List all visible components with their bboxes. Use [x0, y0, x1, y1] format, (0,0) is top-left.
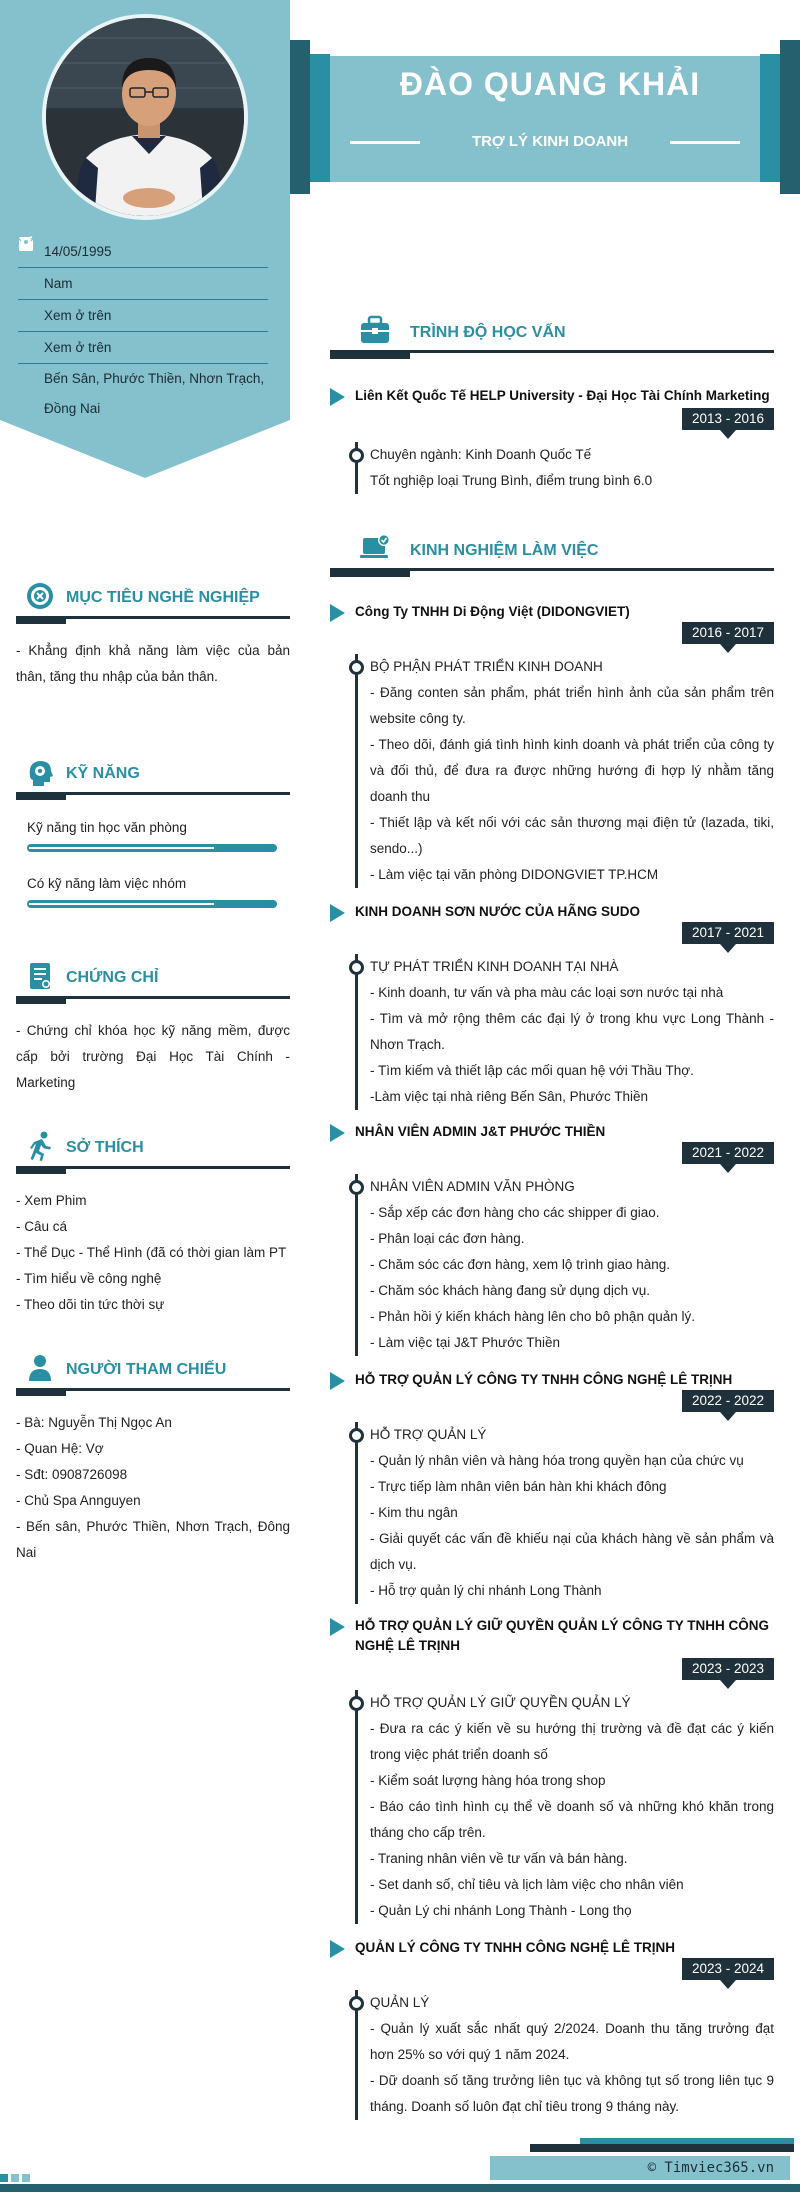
job-line: - Kiểm soát lượng hàng hóa trong shop [370, 1773, 606, 1788]
reference-item: - Bà: Nguyễn Thị Ngọc An [16, 1415, 172, 1430]
hobby-item: - Xem Phim [16, 1193, 87, 1208]
hobby-item: - Thể Dục - Thể Hình (đã có thời gian làm PT [16, 1245, 287, 1260]
job-line: - Kim thu ngân [370, 1505, 458, 1520]
gender-icon [18, 268, 44, 299]
laptop-check-icon [358, 532, 392, 564]
contact-email-text[interactable]: Xem ở trên [44, 340, 112, 355]
header-rule-accent [16, 792, 66, 800]
job-period: 2021 - 2022 [682, 1142, 774, 1164]
skill-level-bar [27, 844, 277, 852]
header-rule-accent [330, 568, 410, 577]
education-line: Chuyên ngành: Kinh Doanh Quốc Tế [370, 447, 592, 462]
job-company: HỖ TRỢ QUẢN LÝ CÔNG TY TNHH CÔNG NGHỆ LÊ TRỊNH [330, 1370, 774, 1390]
job-line: - Quản Lý chi nhánh Long Thành - Long thọ [370, 1903, 632, 1918]
timeline-dot [349, 1428, 364, 1443]
skills-title: KỸ NĂNG [66, 765, 140, 782]
experience-header [330, 532, 774, 576]
target-icon [24, 580, 56, 612]
hobbies-section [16, 1126, 290, 1318]
certificates-header [16, 956, 290, 1004]
location-pin-icon [18, 364, 44, 395]
candidate-name: ĐÀO QUANG KHẢI [399, 66, 701, 102]
job-line: - Set danh số, chỉ tiêu và lịch làm việc cho nhân viên [370, 1877, 684, 1892]
job-line: - Báo cáo tình hình cụ thể về doanh số và những khó khăn trong tháng cho cấp trên. [370, 1799, 774, 1840]
candidate-role: TRỢ LÝ KINH DOANH [471, 133, 629, 150]
timeline-dot [349, 960, 364, 975]
timeline-dot [349, 1180, 364, 1195]
triangle-bullet-icon [330, 1372, 345, 1390]
skill-level-fill [29, 903, 214, 905]
profile-photo [46, 18, 248, 220]
education-school: Liên Kết Quốc Tế HELP University - Đại Học Tài Chính Marketing [330, 386, 774, 406]
job-period: 2023 - 2023 [682, 1658, 774, 1680]
experience-title: KINH NGHIỆM LÀM VIỆC [410, 542, 599, 559]
references-title: NGƯỜI THAM CHIẾU [66, 1361, 227, 1378]
objective-title: MỤC TIÊU NGHỀ NGHIỆP [66, 589, 260, 606]
skill-item [16, 818, 290, 852]
hobby-item: - Tìm hiểu về công nghệ [16, 1271, 162, 1286]
job-line: - Sắp xếp các đơn hàng cho các shipper đi giao. [370, 1205, 660, 1220]
header-rule-accent [16, 996, 66, 1004]
education-details [355, 442, 774, 494]
runner-icon [24, 1130, 56, 1162]
job-line: - Traning nhân viên về tư vấn và bán hàng. [370, 1851, 628, 1866]
job-company: NHÂN VIÊN ADMIN J&T PHƯỚC THIỀN [330, 1122, 774, 1142]
header-rule-accent [16, 1388, 66, 1396]
references-section [16, 1348, 290, 1566]
job-line: HỖ TRỢ QUẢN LÝ [370, 1427, 487, 1442]
education-entry [330, 386, 774, 494]
contact-phone [18, 300, 268, 332]
job-entry [330, 1938, 774, 2128]
job-details [355, 1422, 774, 1604]
objective-section [16, 576, 290, 690]
job-line: - Quản lý nhân viên và hàng hóa trong quyền hạn của chức vụ [370, 1453, 744, 1468]
job-line: TỰ PHÁT TRIỂN KINH DOANH TẠI NHÀ [370, 959, 619, 974]
skill-level-fill [29, 847, 214, 849]
job-line: - Hỗ trợ quản lý chi nhánh Long Thành [370, 1583, 602, 1598]
job-period: 2023 - 2024 [682, 1958, 774, 1980]
job-line: - Đăng conten sản phẩm, phát triển hình ảnh của sản phẩm trên website công ty. [370, 685, 774, 726]
header-rule-accent [16, 1166, 66, 1174]
timeline-dot [349, 1696, 364, 1711]
contact-address-text: Bến Sân, Phước Thiền, Nhơn Trạch, Đồng Nai [44, 371, 265, 416]
contact-phone-text[interactable]: Xem ở trên [44, 308, 112, 323]
job-details [355, 1990, 774, 2120]
reference-item: - Chủ Spa Annguyen [16, 1493, 141, 1508]
contact-birthday-text: 14/05/1995 [44, 244, 112, 259]
reference-item: - Sđt: 0908726098 [16, 1467, 128, 1482]
job-entry [330, 1616, 774, 1916]
job-period: 2016 - 2017 [682, 622, 774, 644]
skill-name: Có kỹ năng làm việc nhóm [27, 876, 187, 891]
job-line: - Chăm sóc các đơn hàng, xem lộ trình giao hàng. [370, 1257, 671, 1272]
objective-text: - Khẳng định khả năng làm việc của bản thân, tăng thu nhập của bản thân. [16, 643, 290, 684]
education-title: TRÌNH ĐỘ HỌC VẤN [410, 324, 566, 341]
job-line: - Kinh doanh, tư vấn và pha màu các loại sơn nước tại nhà [370, 985, 724, 1000]
header-rule-accent [16, 616, 66, 624]
education-period: 2013 - 2016 [682, 408, 774, 430]
triangle-bullet-icon [330, 904, 345, 922]
job-line: - Quản lý xuất sắc nhất quý 2/2024. Doanh thu tăng trưởng đạt hơn 25% so với quý 1 năm 2024. [370, 2021, 774, 2062]
job-entry [330, 902, 774, 1112]
job-line: HỖ TRỢ QUẢN LÝ GIỮ QUYỀN QUẢN LÝ [370, 1695, 631, 1710]
job-line: - Thiết lập và kết nối với các sản thương mại điện tử (lazada, tiki, sendo...) [370, 815, 774, 856]
phone-icon [18, 300, 44, 331]
footer-brand[interactable]: © Timviec365.vn [490, 2156, 790, 2180]
education-header [330, 314, 774, 358]
reference-item: - Quan Hệ: Vợ [16, 1441, 104, 1456]
hobbies-header [16, 1126, 290, 1174]
skill-level-bar [27, 900, 277, 908]
certificates-text: - Chứng chỉ khóa học kỹ năng mềm, được cấp bởi trường Đại Học Tài Chính - Marketing [16, 1023, 290, 1090]
skill-name: Kỹ năng tin học văn phòng [27, 820, 187, 835]
job-line: - Tìm và mở rộng thêm các đại lý ở trong khu vực Long Thành - Nhơn Trạch. [370, 1011, 774, 1052]
job-line: - Dữ doanh số tăng trưởng liên tục và không tụt số trong liên tục 9 tháng. Doanh số luôn đạt chỉ tiêu trong 9 tháng này. [370, 2073, 774, 2114]
references-list [16, 1396, 290, 1566]
job-line: - Làm việc tại văn phòng DIDONGVIET TP.HCM [370, 867, 659, 882]
job-company: QUẢN LÝ CÔNG TY TNHH CÔNG NGHỆ LÊ TRỊNH [330, 1938, 774, 1958]
triangle-bullet-icon [330, 1940, 345, 1958]
contact-gender [18, 268, 268, 300]
contact-birthday [18, 236, 268, 268]
job-period: 2017 - 2021 [682, 922, 774, 944]
job-line: - Phản hồi ý kiến khách hàng lên cho bô phận quản lý. [370, 1309, 695, 1324]
certificates-section [16, 956, 290, 1096]
left-profile-banner [0, 0, 290, 480]
header-rule-accent [330, 350, 410, 359]
job-line: BỘ PHẬN PHÁT TRIỂN KINH DOANH [370, 659, 603, 674]
job-entry [330, 1370, 774, 1606]
contact-email [18, 332, 268, 364]
person-icon [24, 1352, 56, 1384]
skill-item [16, 874, 290, 908]
hobbies-list [16, 1174, 290, 1318]
avatar [42, 14, 248, 220]
job-details [355, 954, 774, 1110]
timeline-dot [349, 660, 364, 675]
skills-list [16, 800, 290, 908]
job-details [355, 1174, 774, 1356]
head-gear-icon [24, 756, 56, 788]
timeline-dot [349, 1996, 364, 2011]
job-details [355, 654, 774, 888]
hobbies-title: SỞ THÍCH [66, 1139, 144, 1156]
job-details [355, 1690, 774, 1924]
job-line: QUẢN LÝ [370, 1995, 430, 2010]
job-line: - Làm việc tại J&T Phước Thiền [370, 1335, 560, 1350]
job-line: NHÂN VIÊN ADMIN VĂN PHÒNG [370, 1179, 575, 1194]
graduation-bag-icon [358, 314, 392, 346]
objective-header [16, 576, 290, 624]
certificate-icon [24, 960, 56, 992]
job-entry [330, 1122, 774, 1358]
email-icon [18, 332, 44, 363]
job-line: - Giải quyết các vấn đề khiếu nại của khách hàng về sản phẩm và dịch vụ. [370, 1531, 774, 1572]
job-line: - Phân loại các đơn hàng. [370, 1231, 525, 1246]
triangle-bullet-icon [330, 604, 345, 622]
skills-section [16, 752, 290, 908]
timeline-dot [349, 448, 364, 463]
education-line: Tốt nghiệp loại Trung Bình, điểm trung bình 6.0 [370, 473, 653, 488]
job-company: KINH DOANH SƠN NƯỚC CỦA HÃNG SUDO [330, 902, 774, 922]
contact-address [18, 364, 268, 424]
job-line: - Theo dõi, đánh giá tình hình kinh doanh và phát triển của công ty và đối thủ, để đưa ra được những hướng đi hợp lý nhằm tăng doanh thu [370, 737, 774, 804]
job-line: - Tìm kiếm và thiết lập các mối quan hệ với Thầu Thợ. [370, 1063, 694, 1078]
job-line: - Trực tiếp làm nhân viên bán hàn khi khách đông [370, 1479, 667, 1494]
triangle-bullet-icon [330, 1618, 345, 1636]
job-period: 2022 - 2022 [682, 1390, 774, 1412]
job-company: HỖ TRỢ QUẢN LÝ GIỮ QUYỀN QUẢN LÝ CÔNG TY TNHH CÔNG NGHỆ LÊ TRỊNH [330, 1616, 774, 1656]
hobby-item: - Câu cá [16, 1219, 68, 1234]
hobby-item: - Theo dõi tin tức thời sự [16, 1297, 165, 1312]
triangle-bullet-icon [330, 388, 345, 406]
references-header [16, 1348, 290, 1396]
job-company: Công Ty TNHH Di Động Việt (DIDONGVIET) [330, 602, 774, 622]
contact-gender-text: Nam [44, 276, 73, 291]
job-line: - Chăm sóc khách hàng đang sử dụng dịch vụ. [370, 1283, 650, 1298]
reference-item: - Bến sân, Phước Thiền, Nhơn Trạch, Đông Nai [16, 1519, 290, 1560]
job-line: - Đưa ra các ý kiến về su hướng thị trường và đề đạt các ý kiến trong việc phát triển doanh số [370, 1721, 774, 1762]
triangle-bullet-icon [330, 1124, 345, 1142]
job-line: -Làm việc tại nhà riêng Bến Sân, Phước Thiền [370, 1089, 649, 1104]
skills-header [16, 752, 290, 800]
certificates-title: CHỨNG CHỈ [66, 969, 159, 986]
name-banner [290, 34, 800, 194]
job-entry [330, 602, 774, 892]
contact-list [18, 236, 268, 424]
